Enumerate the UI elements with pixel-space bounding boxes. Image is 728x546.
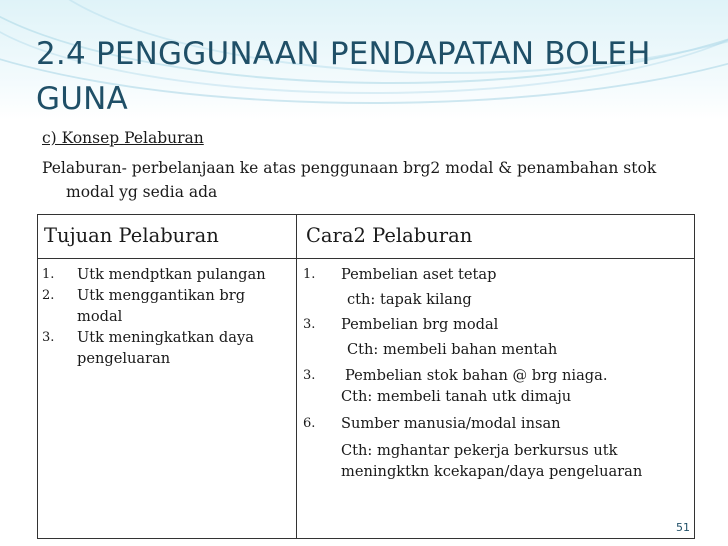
section-subtitle: c) Konsep Pelaburan [42, 129, 204, 147]
item-example: cth: tapak kilang [347, 291, 472, 308]
item-number: 2. [42, 288, 55, 303]
item-number: 1. [303, 267, 316, 282]
list-item [38, 327, 294, 369]
page-number: 51 [676, 521, 690, 534]
slide-title: 2.4 PENGGUNAAN PENDAPATAN BOLEH GUNA [36, 36, 651, 117]
item-number: 1. [42, 267, 55, 282]
item-text: Pembelian aset tetap [341, 266, 497, 283]
item-example: Cth: mghantar pekerja berkursus utk meningktkn kcekapan/daya pengeluaran [341, 442, 643, 480]
tujuan-list [38, 264, 294, 369]
header-tujuan-pelaburan: Tujuan Pelaburan [44, 224, 219, 247]
investment-table [37, 214, 695, 539]
definition-text: Pelaburan- perbelanjaan ke atas penggunaan brg2 modal & penambahan stok modal yg sedia ada [42, 159, 657, 201]
item-example: Cth: membeli bahan mentah [347, 341, 558, 358]
item-number: 3. [42, 330, 55, 345]
list-item [297, 365, 695, 407]
item-number: 6. [303, 416, 316, 431]
item-text: Utk meningkatkan daya pengeluaran [77, 329, 254, 367]
item-text: Utk menggantikan brg modal [77, 287, 246, 325]
item-text: Pembelian brg modal [341, 316, 499, 333]
item-text: Utk mendptkan pulangan [77, 266, 266, 283]
list-item [297, 413, 695, 482]
item-number: 3. [303, 317, 316, 332]
item-text: Pembelian stok bahan @ brg niaga. [345, 367, 608, 384]
list-item [38, 264, 294, 285]
header-cara-pelaburan: Cara2 Pelaburan [306, 224, 473, 247]
item-text: Sumber manusia/modal insan [341, 415, 561, 432]
list-item [38, 285, 294, 327]
list-item [297, 264, 695, 310]
item-example: Cth: membeli tanah utk dimaju [341, 388, 572, 405]
item-number: 3. [303, 368, 316, 383]
list-item [297, 314, 695, 360]
cara-list [297, 264, 695, 482]
